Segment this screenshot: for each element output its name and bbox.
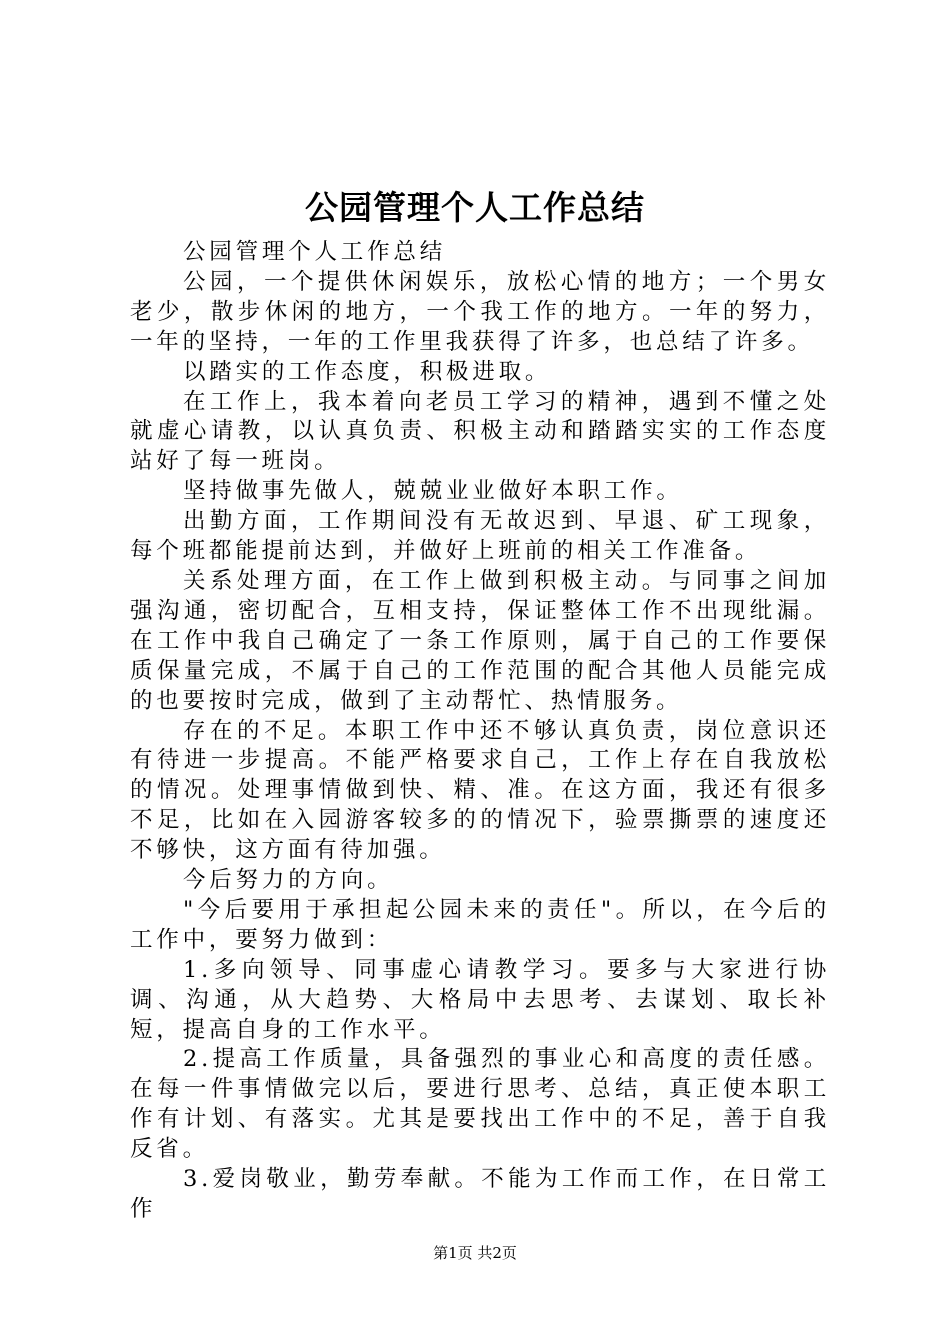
paragraph-intro: 公园，一个提供休闲娱乐，放松心情的地方；一个男女老少，散步休闲的地方，一个我工作的地方。一年的努力，一年的坚持，一年的工作里我获得了许多，也总结了许多。 xyxy=(130,268,830,355)
paragraph-relations: 关系处理方面，在工作上做到积极主动。与同事之间加强沟通，密切配合，互相支持，保证整体工作不出现纰漏。在工作中我自己确定了一条工作原则，属于自己的工作要保质保量完成，不属于自己的工作范围的配合其他人员能完成的也要按时完成，做到了主动帮忙、热情服务。 xyxy=(130,567,830,714)
paragraph-work-attitude: 在工作上，我本着向老员工学习的精神，遇到不懂之处就虚心请教，以认真负责、积极主动和踏踏实实的工作态度站好了每一班岗。 xyxy=(130,388,830,475)
document-body xyxy=(130,238,830,1225)
list-item-2: 2.提高工作质量，具备强烈的事业心和高度的责任感。在每一件事情做完以后，要进行思考、总结，真正使本职工作有计划、有落实。尤其是要找出工作中的不足，善于自我反省。 xyxy=(130,1046,830,1163)
paragraph-section-direction: 今后努力的方向。 xyxy=(183,867,394,894)
paragraph-section-conduct: 坚持做事先做人，兢兢业业做好本职工作。 xyxy=(183,478,683,505)
paragraph-section-attitude: 以踏实的工作态度，积极进取。 xyxy=(183,358,552,385)
list-item-3: 3.爱岗敬业，勤劳奉献。不能为工作而工作，在日常工作 xyxy=(130,1166,830,1222)
page-number-footer: 第1页 共2页 xyxy=(433,1244,517,1262)
document-title: 公园管理个人工作总结 xyxy=(305,188,645,227)
paragraph-attendance: 出勤方面，工作期间没有无故迟到、早退、矿工现象，每个班都能提前达到，并做好上班前的相关工作准备。 xyxy=(130,508,830,565)
paragraph-future-intro: "今后要用于承担起公园未来的责任"。所以，在今后的工作中，要努力做到： xyxy=(130,896,830,953)
list-item-1: 1.多向领导、同事虚心请教学习。要多与大家进行协调、沟通，从大趋势、大格局中去思考、去谋划、取长补短，提高自身的工作水平。 xyxy=(130,956,830,1043)
paragraph-heading-repeat: 公园管理个人工作总结 xyxy=(183,239,447,265)
paragraph-shortcomings: 存在的不足。本职工作中还不够认真负责，岗位意识还有待进一步提高。不能严格要求自己，工作上存在自我放松的情况。处理事情做到快、精、准。在这方面，我还有很多不足，比如在入园游客较多的的情况下，验票撕票的速度还不够快，这方面有待加强。 xyxy=(130,717,830,864)
